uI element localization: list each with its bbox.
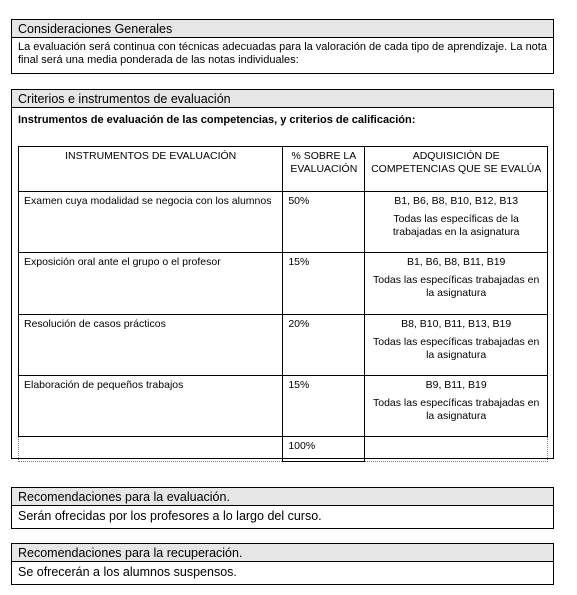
- row-codes: B8, B10, B11, B13, B19: [401, 318, 512, 330]
- row-competences: [365, 253, 548, 315]
- row-competences: [365, 192, 548, 253]
- row-specific: Todas las específicas trabajadas en la asignatura: [372, 274, 540, 299]
- row-percent: 50%: [283, 192, 365, 253]
- recommendations-recovery-title: Recomendaciones para la recuperación.: [12, 544, 553, 562]
- row-instrument: Elaboración de pequeños trabajos: [19, 376, 283, 437]
- row-competences: [365, 376, 548, 437]
- evaluation-table: [18, 146, 548, 462]
- criteria-section-title: Criterios e instrumentos de evaluación: [12, 90, 553, 108]
- recommendations-eval-section: [11, 487, 554, 529]
- recommendations-recovery-text: Se ofrecerán a los alumnos suspensos.: [18, 565, 237, 579]
- table-row: [19, 253, 548, 315]
- row-instrument: Examen cuya modalidad se negocia con los alumnos: [19, 192, 283, 253]
- row-specific: Todas las específicas de la trabajadas en la asignatura: [392, 213, 520, 238]
- table-row: [19, 376, 548, 437]
- general-section-title: Consideraciones Generales: [12, 20, 553, 38]
- general-section: [11, 19, 554, 74]
- row-codes: B1, B6, B8, B10, B12, B13: [394, 195, 519, 207]
- row-percent: 20%: [283, 315, 365, 376]
- row-codes: B1, B6, B8, B11, B19: [406, 256, 506, 268]
- row-specific: Todas las específicas trabajadas en la asignatura: [372, 397, 540, 422]
- total-percent: 100%: [283, 437, 365, 462]
- row-percent: 15%: [283, 376, 365, 437]
- table-header-row: [19, 147, 548, 192]
- table-total-row: [19, 437, 548, 462]
- table-row: [19, 315, 548, 376]
- general-section-text: La evaluación será continua con técnicas adecuadas para la valoración de cada tipo de aprendizaje. La nota final será una media ponderada de las notas individuales:: [18, 41, 547, 66]
- header-percent: % SOBRE LA EVALUACIÓN: [283, 147, 365, 192]
- recommendations-eval-title: Recomendaciones para la evaluación.: [12, 488, 553, 506]
- recommendations-recovery-section: [11, 543, 554, 585]
- criteria-section: [11, 89, 554, 459]
- recommendations-eval-text: Serán ofrecidas por los profesores a lo largo del curso.: [18, 509, 322, 523]
- criteria-subtitle: Instrumentos de evaluación de las competencias, y criterios de calificación:: [18, 114, 416, 126]
- total-empty-cell: [19, 437, 283, 462]
- row-percent: 15%: [283, 253, 365, 315]
- row-instrument: Exposición oral ante el grupo o el profesor: [19, 253, 283, 315]
- row-codes: B9, B11, B19: [425, 379, 487, 391]
- header-competences: ADQUISICIÓN DE COMPETENCIAS QUE SE EVALÚA: [365, 147, 548, 192]
- total-empty-cell-right: [365, 437, 548, 462]
- table-row: [19, 192, 548, 253]
- row-specific: Todas las específicas trabajadas en la asignatura: [372, 336, 540, 361]
- header-instrument: INSTRUMENTOS DE EVALUACIÓN: [19, 147, 283, 192]
- row-instrument: Resolución de casos prácticos: [19, 315, 283, 376]
- row-competences: [365, 315, 548, 376]
